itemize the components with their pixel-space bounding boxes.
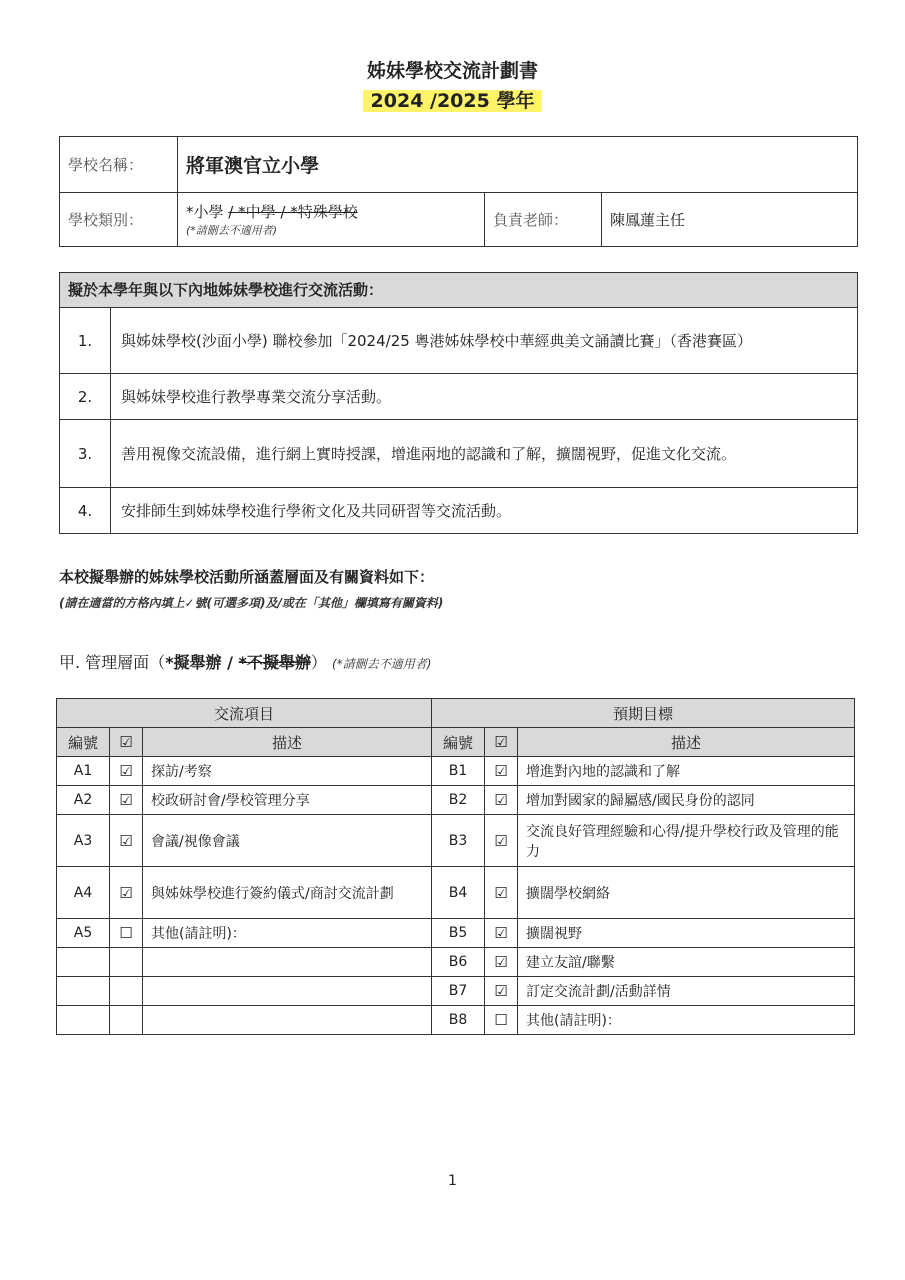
goal-desc: 增進對內地的認識和了解	[518, 757, 855, 786]
table-row	[57, 757, 855, 786]
goal-code: B5	[432, 919, 485, 948]
goal-desc: 訂定交流計劃/活動詳情	[518, 977, 855, 1006]
goal-checkbox[interactable]: ☑	[485, 919, 518, 948]
exchange-items-header: 交流項目	[57, 699, 432, 728]
item-desc	[143, 1006, 432, 1035]
item-desc	[143, 977, 432, 1006]
part-a-title	[59, 650, 431, 673]
goal-checkbox[interactable]: ☑	[485, 977, 518, 1006]
coverage-title: 本校擬舉辦的姊妹學校活動所涵蓋層面及有關資料如下：	[59, 568, 435, 586]
school-type-cell	[178, 193, 485, 247]
table-row	[57, 786, 855, 815]
school-name-label: 學校名稱：	[60, 137, 178, 193]
col-desc-left: 描述	[143, 728, 432, 757]
item-desc: 探訪/考察	[143, 757, 432, 786]
school-name-value: 將軍澳官立小學	[178, 137, 858, 193]
table-row	[57, 1006, 855, 1035]
document-title: 姊妹學校交流計劃書	[366, 60, 538, 82]
school-type-primary: *小學	[186, 203, 224, 221]
item-checkbox[interactable]: ☑	[110, 786, 143, 815]
item-checkbox[interactable]: ☑	[110, 867, 143, 919]
item-desc: 其他(請註明)：	[143, 919, 432, 948]
item-code	[57, 1006, 110, 1035]
table-row	[57, 977, 855, 1006]
item-code: A3	[57, 815, 110, 867]
item-checkbox	[110, 977, 143, 1006]
item-desc: 與姊妹學校進行簽約儀式/商討交流計劃	[143, 867, 432, 919]
item-code: A5	[57, 919, 110, 948]
management-table	[56, 698, 855, 1035]
table-row	[57, 815, 855, 867]
activity-text: 與姊妹學校進行教學專業交流分享活動。	[111, 374, 858, 420]
goal-desc: 擴闊視野	[518, 919, 855, 948]
goal-code: B2	[432, 786, 485, 815]
part-a-suffix: ）	[310, 653, 327, 672]
col-desc-right: 描述	[518, 728, 855, 757]
item-checkbox	[110, 948, 143, 977]
goal-desc: 建立友誼/聯繫	[518, 948, 855, 977]
item-code: A2	[57, 786, 110, 815]
table-row	[57, 867, 855, 919]
school-type-struck: / *中學 / *特殊學校	[228, 203, 358, 221]
part-a-option-hold: *擬舉辦	[165, 653, 222, 672]
goal-desc: 擴闊學校網絡	[518, 867, 855, 919]
part-a-prefix: 甲. 管理層面（	[59, 653, 166, 672]
col-code-left: 編號	[57, 728, 110, 757]
goal-desc: 交流良好管理經驗和心得/提升學校行政及管理的能力	[518, 815, 855, 867]
goal-desc: 其他(請註明)：	[518, 1006, 855, 1035]
item-checkbox[interactable]: ☑	[110, 757, 143, 786]
activity-number: 4.	[60, 488, 111, 534]
school-type-note: (*請刪去不適用者)	[186, 224, 278, 237]
table-row	[57, 919, 855, 948]
activity-text: 善用視像交流設備，進行網上實時授課，增進兩地的認識和了解，擴闊視野，促進文化交流。	[111, 420, 858, 488]
item-desc	[143, 948, 432, 977]
goal-checkbox[interactable]: ☑	[485, 815, 518, 867]
activity-text: 安排師生到姊妹學校進行學術文化及共同研習等交流活動。	[111, 488, 858, 534]
item-checkbox	[110, 1006, 143, 1035]
item-code	[57, 948, 110, 977]
activities-table	[59, 272, 858, 534]
part-a-separator: /	[221, 653, 239, 672]
item-desc: 會議/視像會議	[143, 815, 432, 867]
activities-heading: 擬於本學年與以下內地姊妹學校進行交流活動：	[60, 273, 858, 308]
goal-code: B6	[432, 948, 485, 977]
col-code-right: 編號	[432, 728, 485, 757]
school-type-label: 學校類別：	[60, 193, 178, 247]
activity-text: 與姊妹學校(沙面小學) 聯校參加「2024/25 粵港姊妹學校中華經典美文誦讀比賽」（香港賽區）	[111, 308, 858, 374]
col-check-right: ☑	[485, 728, 518, 757]
goal-checkbox[interactable]: ☑	[485, 757, 518, 786]
item-checkbox[interactable]: ☐	[110, 919, 143, 948]
activity-number: 1.	[60, 308, 111, 374]
item-code: A1	[57, 757, 110, 786]
goal-desc: 增加對國家的歸屬感/國民身份的認同	[518, 786, 855, 815]
teacher-value: 陳鳳蓮主任	[602, 193, 858, 247]
goal-checkbox[interactable]: ☑	[485, 948, 518, 977]
item-code	[57, 977, 110, 1006]
goal-code: B7	[432, 977, 485, 1006]
goal-checkbox[interactable]: ☑	[485, 786, 518, 815]
goal-code: B1	[432, 757, 485, 786]
goal-code: B8	[432, 1006, 485, 1035]
col-check-left: ☑	[110, 728, 143, 757]
goal-code: B3	[432, 815, 485, 867]
goal-code: B4	[432, 867, 485, 919]
teacher-label: 負責老師：	[485, 193, 602, 247]
expected-goals-header: 預期目標	[432, 699, 855, 728]
page-number: 1	[448, 1173, 457, 1189]
item-checkbox[interactable]: ☑	[110, 815, 143, 867]
item-code: A4	[57, 867, 110, 919]
school-info-table	[59, 136, 858, 247]
goal-checkbox[interactable]: ☑	[485, 867, 518, 919]
activity-number: 3.	[60, 420, 111, 488]
table-row	[57, 948, 855, 977]
goal-checkbox[interactable]: ☐	[485, 1006, 518, 1035]
part-a-note: (*請刪去不適用者)	[332, 657, 432, 671]
item-desc: 校政研討會/學校管理分享	[143, 786, 432, 815]
activity-number: 2.	[60, 374, 111, 420]
part-a-option-not-hold: *不擬舉辦	[238, 653, 311, 672]
school-year-text: 2024 /2025 學年	[363, 90, 543, 112]
coverage-note: (請在適當的方格內填上✓號(可選多項)及/或在「其他」欄填寫有關資料)	[59, 596, 444, 610]
school-year	[0, 86, 905, 113]
